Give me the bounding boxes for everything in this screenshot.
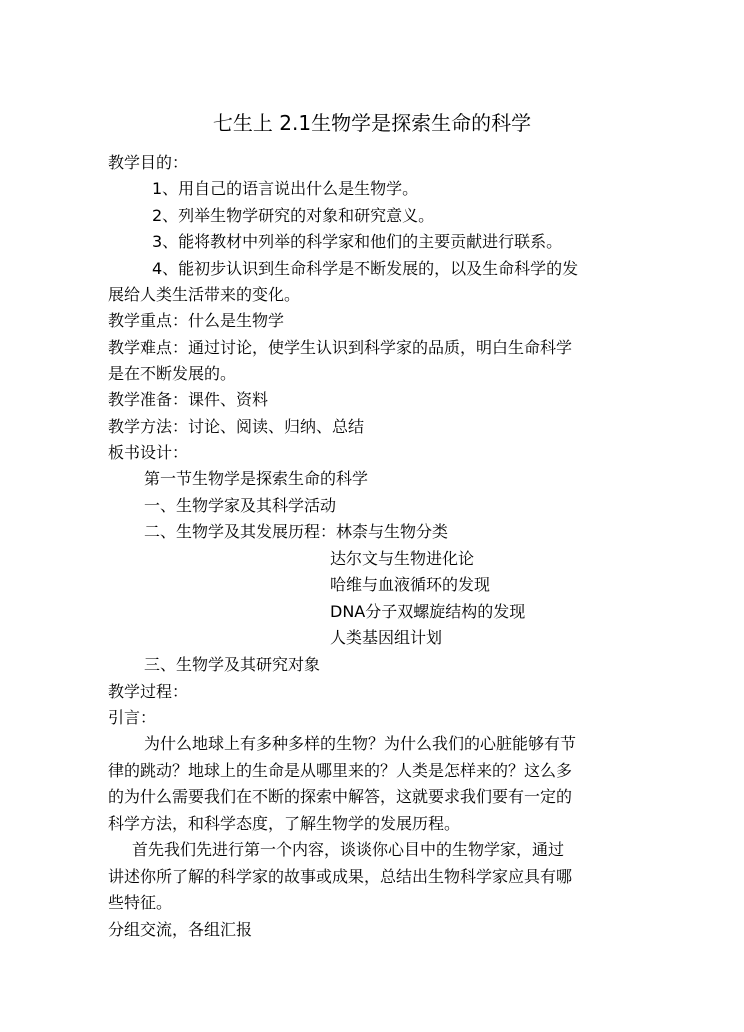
objective-item-1: 1、用自己的语言说出什么是生物学。 [152,179,419,198]
board-subline-1: 达尔文与生物进化论 [330,549,475,568]
section-heading-objectives: 教学目的： [108,153,189,172]
objective-item-4: 4、能初步认识到生命科学是不断发展的，以及生命科学的发 [152,259,579,278]
intro-paragraph-line-4: 科学方法，和科学态度，了解生物学的发展历程。 [108,814,461,833]
intro-paragraph-line-3: 的为什么需要我们在不断的探索中解答，这就要求我们要有一定的 [108,787,573,806]
board-line-2: 一、生物学家及其科学活动 [144,496,337,515]
teaching-preparation: 教学准备：课件、资料 [108,390,269,409]
scientist-paragraph-line-2: 讲述你所了解的科学家的故事或成果，总结出生物科学家应具有哪 [108,867,573,886]
objective-item-2: 2、列举生物学研究的对象和研究意义。 [152,206,435,225]
objective-item-4-cont: 展给人类生活带来的变化。 [108,285,301,304]
board-line-1: 第一节生物学是探索生命的科学 [144,469,369,488]
key-point: 教学重点：什么是生物学 [108,311,285,330]
intro-paragraph-line-1: 为什么地球上有多种多样的生物？为什么我们的心脏能够有节 [144,734,577,753]
scientist-paragraph-line-3: 些特征。 [108,893,173,912]
board-subline-4: 人类基因组计划 [330,628,443,647]
board-subline-2: 哈维与血液循环的发现 [330,575,491,594]
board-line-4: 三、生物学及其研究对象 [144,655,321,674]
board-line-3: 二、生物学及其发展历程：林柰与生物分类 [144,522,449,541]
board-subline-3: DNA分子双螺旋结构的发现 [330,602,526,621]
group-exchange-line: 分组交流，各组汇报 [108,920,253,939]
objective-item-3: 3、能将教材中列举的科学家和他们的主要贡献进行联系。 [152,232,563,251]
teaching-method: 教学方法：讨论、阅读、归纳、总结 [108,417,365,436]
difficult-point: 教学难点：通过讨论，使学生认识到科学家的品质，明白生命科学 [108,338,573,357]
document-title: 七生上 2.1生物学是探索生命的科学 [212,111,532,135]
scientist-paragraph-line-1: 首先我们先进行第一个内容，谈谈你心目中的生物学家，通过 [132,840,565,859]
difficult-point-cont: 是在不断发展的。 [108,364,237,383]
teaching-process-heading: 教学过程： [108,682,189,701]
board-design-heading: 板书设计： [108,443,189,462]
intro-paragraph-line-2: 律的跳动？地球上的生命是从哪里来的？人类是怎样来的？这么多 [108,761,573,780]
introduction-heading: 引言： [108,708,157,727]
